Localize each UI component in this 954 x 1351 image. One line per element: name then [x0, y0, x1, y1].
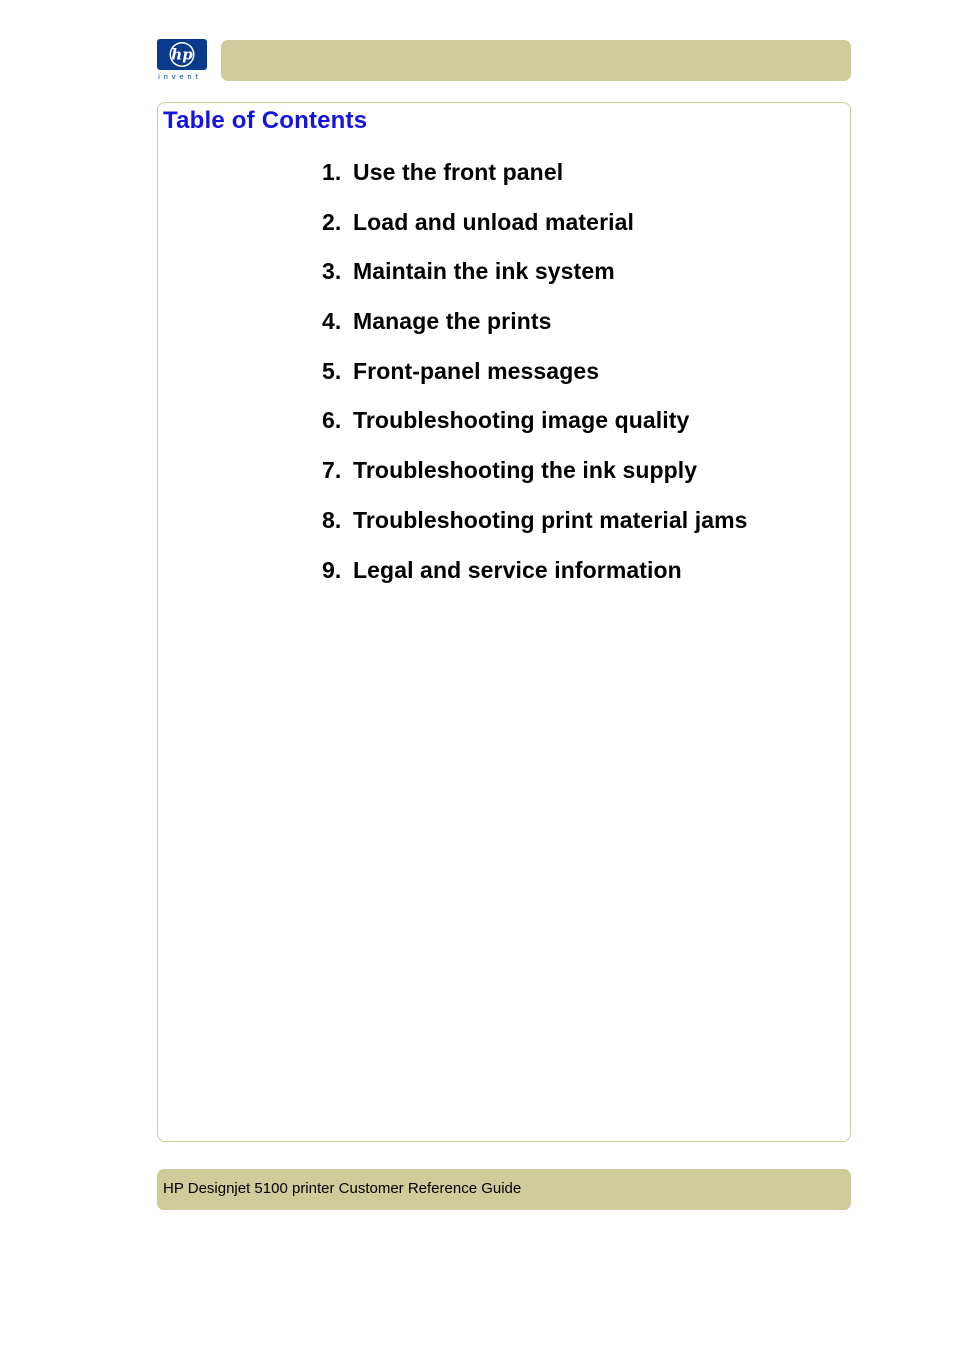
toc-item-number: 5. — [322, 357, 342, 384]
toc-item-label: Troubleshooting image quality — [353, 407, 690, 434]
toc-item-legal-service-information[interactable] — [322, 553, 748, 603]
toc-item-number: 4. — [322, 308, 342, 335]
toc-item-load-unload-material[interactable] — [322, 205, 748, 255]
toc-item-label: Troubleshooting print material jams — [353, 506, 748, 533]
toc-item-number: 6. — [322, 407, 342, 434]
svg-text:hp: hp — [171, 45, 193, 64]
toc-item-number: 1. — [322, 159, 342, 185]
toc-list — [322, 155, 748, 602]
toc-item-label: Load and unload material — [353, 208, 634, 235]
footer-guide-title: HP Designjet 5100 printer Customer Reference Guide — [163, 1180, 522, 1197]
hp-logo-icon — [157, 39, 207, 70]
toc-item-number: 8. — [322, 506, 342, 533]
hp-logo-tagline: invent — [158, 73, 202, 81]
toc-item-label: Legal and service information — [353, 556, 682, 583]
toc-item-use-front-panel[interactable] — [322, 155, 748, 205]
toc-item-maintain-ink-system[interactable] — [322, 254, 748, 304]
toc-item-number: 3. — [322, 258, 342, 285]
toc-title: Table of Contents — [163, 107, 368, 134]
hp-logo — [157, 39, 209, 83]
toc-item-manage-prints[interactable] — [322, 304, 748, 354]
footer-bar — [157, 1169, 851, 1210]
toc-item-number: 9. — [322, 556, 342, 583]
toc-item-label: Use the front panel — [353, 159, 564, 185]
toc-item-label: Troubleshooting the ink supply — [353, 457, 698, 484]
toc-item-label: Front-panel messages — [353, 357, 600, 384]
toc-item-label: Maintain the ink system — [353, 258, 615, 285]
toc-item-front-panel-messages[interactable] — [322, 354, 748, 404]
toc-item-label: Manage the prints — [353, 308, 552, 335]
header-bar — [221, 40, 851, 81]
toc-item-troubleshooting-image-quality[interactable] — [322, 403, 748, 453]
toc-item-number: 2. — [322, 208, 342, 235]
hp-logo-mark — [157, 39, 207, 70]
toc-item-troubleshooting-ink-supply[interactable] — [322, 453, 748, 503]
toc-item-troubleshooting-material-jams[interactable] — [322, 503, 748, 553]
toc-item-number: 7. — [322, 457, 342, 484]
